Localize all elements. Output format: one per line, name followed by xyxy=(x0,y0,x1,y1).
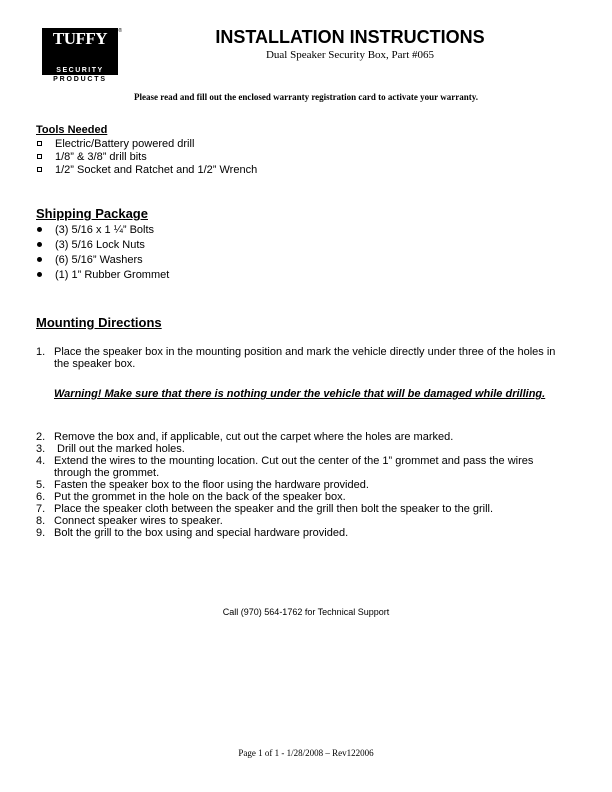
bullet-icon xyxy=(37,257,42,262)
list-item: 2. Remove the box and, if applicable, cut out the carpet where the holes are marked. xyxy=(36,431,454,443)
steps-list xyxy=(36,431,566,539)
mounting-heading: Mounting Directions xyxy=(36,315,162,330)
list-item: Electric/Battery powered drill xyxy=(36,138,257,151)
list-item: 6. Put the grommet in the hole on the back of the speaker box. xyxy=(36,491,346,503)
list-item: (6) 5/16” Washers xyxy=(36,253,169,268)
tuffy-logo xyxy=(42,28,122,84)
page-title: INSTALLATION INSTRUCTIONS xyxy=(215,27,485,47)
checkbox-bullet-icon xyxy=(37,141,42,146)
list-item: 5. Fasten the speaker box to the floor using the hardware provided. xyxy=(36,479,369,491)
shipping-heading: Shipping Package xyxy=(36,206,148,221)
logo-registered-mark: ® xyxy=(118,28,122,34)
tools-heading: Tools Needed xyxy=(36,124,108,136)
list-item: 1/2” Socket and Ratchet and 1/2” Wrench xyxy=(36,164,257,177)
drilling-warning: Warning! Make sure that there is nothing under the vehicle that will be damaged while drilling. xyxy=(54,388,546,400)
logo-band xyxy=(42,49,118,65)
warranty-notice: Please read and fill out the enclosed warranty registration card to activate your warranty. xyxy=(134,92,478,102)
page-footer: Page 1 of 1 - 1/28/2008 – Rev122006 xyxy=(238,748,374,758)
list-item: (3) 5/16 x 1 ¼” Bolts xyxy=(36,223,169,238)
list-item: 4. Extend the wires to the mounting location. Cut out the center of the 1” grommet and pass the wires through the grommet. xyxy=(36,455,534,479)
page-subtitle: Dual Speaker Security Box, Part #065 xyxy=(265,49,435,61)
list-item: 9. Bolt the grill to the box using and special hardware provided. xyxy=(36,527,349,539)
checkbox-bullet-icon xyxy=(37,167,42,172)
shipping-list xyxy=(36,223,169,283)
logo-products: PRODUCTS xyxy=(53,76,107,83)
tools-list xyxy=(36,138,257,177)
list-item: (3) 5/16 Lock Nuts xyxy=(36,238,169,253)
logo-security: SECURITY xyxy=(42,65,118,75)
bullet-icon xyxy=(37,227,42,232)
logo-brand: TUFFY xyxy=(42,28,118,49)
tech-support-line: Call (970) 564-1762 for Technical Support xyxy=(222,607,390,617)
list-item: 1. Place the speaker box in the mounting position and mark the vehicle directly under three of the holes in the speaker box. xyxy=(36,346,556,370)
bullet-icon xyxy=(37,272,42,277)
list-item: (1) 1” Rubber Grommet xyxy=(36,268,169,283)
list-item: 1/8” & 3/8” drill bits xyxy=(36,151,257,164)
list-item: 3. Drill out the marked holes. xyxy=(36,443,185,455)
list-item: 7. Place the speaker cloth between the speaker and the grill then bolt the speaker to the grill. xyxy=(36,503,494,515)
list-item: 8. Connect speaker wires to speaker. xyxy=(36,515,223,527)
bullet-icon xyxy=(37,242,42,247)
checkbox-bullet-icon xyxy=(37,154,42,159)
step-1-list xyxy=(36,346,566,370)
